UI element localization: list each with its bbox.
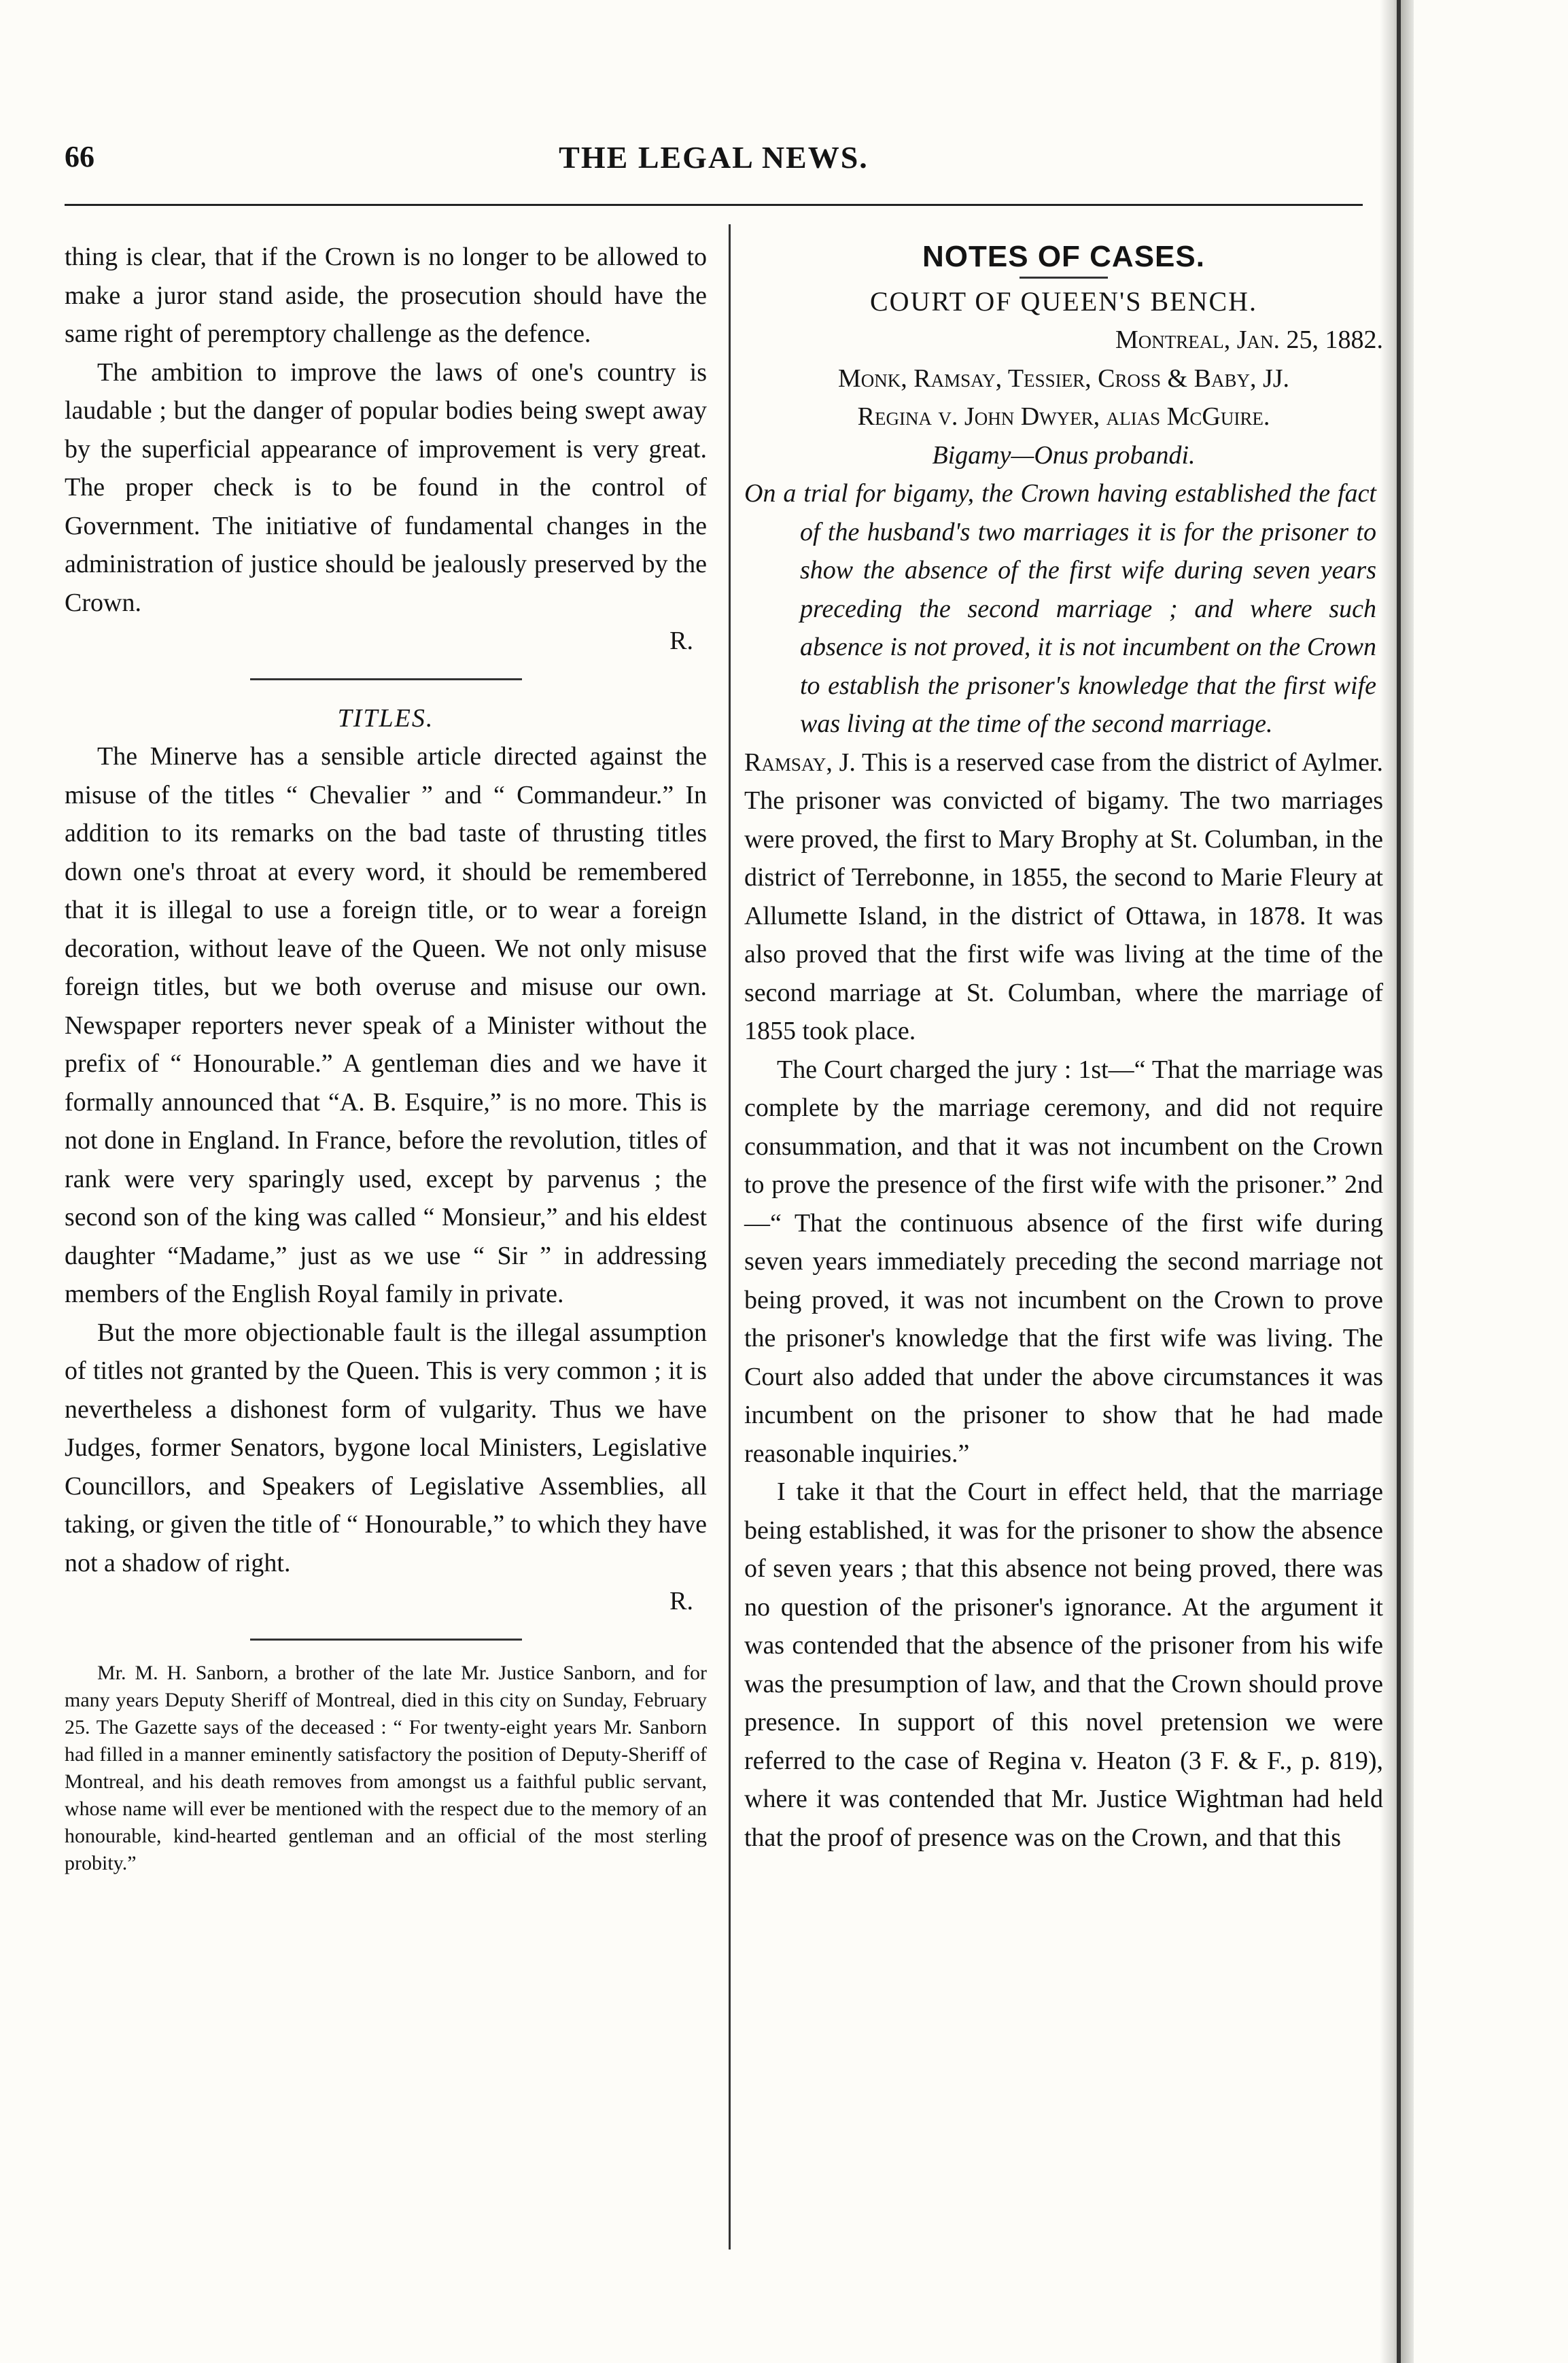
section-rule-2 [250,1639,522,1641]
header-rule [65,204,1363,206]
judgment-paragraph-2: The Court charged the jury : 1st—“ That the marriage was complete by the marriage ceremony, and did not require consummation, and that it was not incumbent on the Crown to prove the presence of the first wife with the prisoner.” 2nd—“ That the continuous absence of the first wife during seven years immediately preceding the second marriage not being proved, it was not incumbent on the Crown to prove the prisoner's knowledge that the first wife was living. The Court also added that under the above circumstances it was incumbent on the prisoner to show that he had made reasonable inquiries.” [744,1055,1383,1468]
page-header [65,139,1363,194]
page-number: 66 [65,140,94,173]
sanborn-obituary-note: Mr. M. H. Sanborn, a brother of the late Mr. Justice Sanborn, and for many years Deputy Sheriff of Montreal, died in this city on Sunday, February 25. The Gazette says of the deceased : “ For twenty-eight years Mr. Sanborn had filled in a manner eminently satisfactory the position of Deputy-Sheriff of Montreal, and his death removes from amongst us a faithful public servant, whose name will ever be mentioned with the respect due to the memory of an honourable, kind-hearted gentleman and an official of the most sterling probity.” [65,1661,707,1874]
judgment-paragraph-1 [744,743,1383,1051]
case-parties: Regina v. John Dwyer, alias McGuire. [857,402,1270,431]
page-edge-line [1397,0,1401,2363]
left-column [65,238,707,1877]
right-column [744,238,1383,1857]
case-syllabus: On a trial for bigamy, the Crown having established the fact of the husband's two marriages it is for the prisoner to show the absence of the first wife during seven years preceding the second marriage ; and where such absence is not proved, it is not incumbent on the Crown to establish the prisoner's knowledge that the first wife was living at the time of the second marriage. [744,479,1376,738]
titles-paragraph-1: The Minerve has a sensible article directed against the misuse of the titles “ Chevalier ” and “ Commandeur.” In addition to its remarks on the bad taste of thrusting titles down one's throat at every word, it should be remembered that it is illegal to use a foreign title, or to wear a foreign decoration, without leave of the Queen. We not only misuse foreign titles, but we both overuse and misuse our own. Newspaper reporters never speak of a Minister without the prefix of “ Honourable.” A gentleman dies and we have it formally announced that “A. B. Esquire,” is no more. This is not done in England. In France, before the revolution, titles of rank were very sparingly used, except by parvenus ; the second son of the king was called “ Monsieur,” and his eldest daughter “Madame,” just as we use “ Sir ” in addressing members of the English Royal family in private. [65,742,707,1308]
judgment-paragraph-1-text: This is a reserved case from the district of Aylmer. The prisoner was convicted of bigamy. The two marriages were proved, the first to Mary Brophy at St. Columban, in the district of Terrebonne, in 1855, the second to Marie Fleury at Allumette Island, in the district of Ottawa, in 1878. It was also proved that the first wife was living at the time of the second marriage at St. Columban, where the marriage of 1855 took place. [744,748,1383,1045]
court-name: COURT OF QUEEN'S BENCH. [869,285,1258,317]
titles-heading: TITLES. [337,703,434,733]
signature-r-2: R. [669,1587,693,1615]
judgment-paragraph-3: I take it that the Court in effect held, that the marriage being established, it was for the prisoner to show the absence of seven years ; that this absence not being proved, there was no question of the prisoner's ignorance. At the argument it was contended that the absence of the prisoner from his wife was the presumption of law, and that the Crown should prove presence. In support of this novel pretension we were referred to the case of Regina v. Heaton (3 F. & F., p. 819), where it was contended that Mr. Justice Wightman had held that the proof of presence was on the Crown, and that this [744,1477,1383,1852]
notes-title-rule [1020,277,1108,279]
masthead-title: THE LEGAL NEWS. [559,140,869,175]
case-subject: Bigamy—Onus probandi. [932,440,1196,470]
notes-of-cases-title: NOTES OF CASES. [922,240,1205,273]
left-paragraph-2: The ambition to improve the laws of one's country is laudable ; but the danger of popular bodies being swept away by the superficial appearance of improvement is very great. The proper check is to be found in the control of Government. The initiative of fundamental changes in the administration of justice should be jealously preserved by the Crown. [65,357,707,617]
left-paragraph-1: thing is clear, that if the Crown is no longer to be allowed to make a juror stand aside, the prosecution should have the same right of peremptory challenge as the defence. [65,243,707,348]
case-date: Montreal, Jan. 25, 1882. [1115,326,1383,354]
judge-name: Ramsay, J. [744,748,856,777]
signature-r-1: R. [669,627,693,655]
titles-paragraph-2: But the more objectionable fault is the illegal assumption of titles not granted by the Queen. This is very common ; it is nevertheless a dishonest form of vulgarity. Thus we have Judges, former Senators, bygone local Ministers, Legislative Councillors, and Speakers of Legislative Assemblies, all taking, or given the title of “ Honourable,” to which they have not a shadow of right. [65,1318,707,1577]
case-judges: Monk, Ramsay, Tessier, Cross & Baby, JJ. [837,364,1290,393]
column-divider [729,224,731,2250]
section-rule-1 [250,678,522,680]
